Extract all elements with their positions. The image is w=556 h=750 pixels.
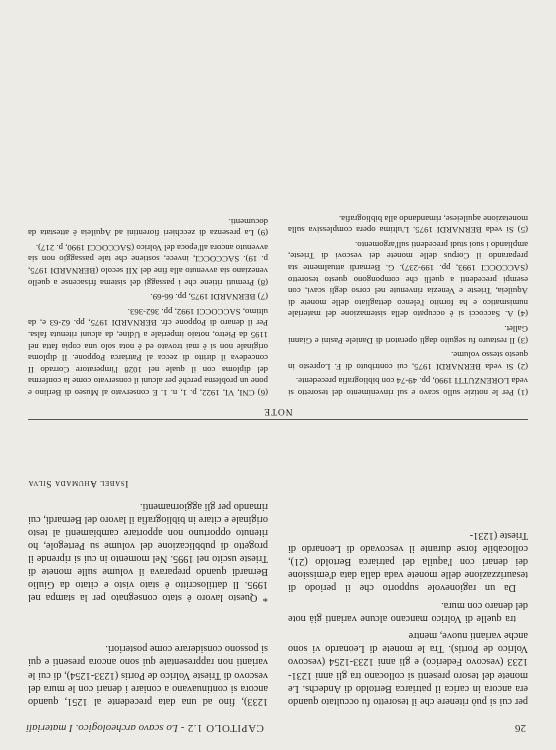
note-item: (1) Per le notizie sullo scavo e sul rinvenimento del tesoretto si veda LORENZUTTI 1990, pp. 49-74 con bibliografia precedente. [288, 376, 528, 398]
note-item: (2) Si veda BERNARDI 1975, cui contributo di F. Lopresto in questo stesso volume. [288, 350, 528, 372]
note-item: (5) Si veda BERNARDI 1975. L'ultima opera complessiva sulla monetazione aquileiese, rimandando alla bibliografia. [288, 213, 528, 236]
running-head [26, 722, 264, 734]
page-header [26, 716, 526, 734]
running-head-separator: - [178, 722, 188, 734]
note-item: (9) La presenza di zecchieri fiorentini ad Aquileia è attestata da documenti. [28, 216, 268, 239]
page-number: 26 [515, 722, 526, 734]
note-item: (4) A. Saccocci si è occupato della sistemazione del materiale numismatico e ha fornito l'elenco dettagliato delle monete di Aquileia, Trieste e Venezia rinvenute nel corso degli scavi, con esempi precedenti a quelli che compongono questo tesoretto (SACCOCCI 1993, pp. 199-237). G. Bernardi attualmente sta preparando il Corpus delle monete dei vescovi di Trieste, ampliando i suoi studi precedenti sull'argomento. [288, 239, 528, 320]
body-paragraph: tra quelle di Volrico mancano alcune varianti già note del denaro con mura. [288, 599, 528, 624]
body-column-right [28, 496, 268, 708]
chapter-subtitle: Lo scavo archeologico. I materiali [26, 722, 179, 734]
body-paragraph: Da un ragionevole supporto che il periodo di tesaurizzazione delle monete vada dalla data d'emissione dei denari con l'aquila del patriarca Bertoldo (21), collocabile forse durante il vescovado di Leonardo di Trieste (1231- [288, 529, 528, 594]
body-column-left [288, 524, 528, 708]
author-signature: Isabel Ahumada Silva [28, 478, 129, 488]
footnote-star: * [262, 591, 268, 604]
footnote-text: Questo lavoro è stato consegnato per la stampa nel 1995. Il dattiloscritto è stato visto e citato da Giulio Bernardi quando preparava il volume sulle monete di Trieste uscito nel 1995. Nel momento in cui si riprende il progetto di pubblicazione del volume su Pertegole, ho ritenuto opportuno non apportare cambiamenti al testo originale e citare in bibliografia il lavoro del Bernardi, cui rimando per gli aggiornamenti. [27, 500, 268, 603]
notes-column-left [288, 209, 528, 398]
note-item: (6) CNI, VI, 1922, p. 1, n. 1. E conservato al Museo di Berlino e pone un problema perché per alcuni il conservato come la conferma del diploma con il quale nel 1028 l'imperatore Corrado II concedeva il diritto di zecca al Patriarca Poppone. Il diploma originale non si è mai trovato ed è nota solo una copia fatta nel 1195 da Pietro, notaio imperiale a Udine, da alcuni ritenuta falsa. Per il denaro di Poppone cfr. BERNARDI 1975, pp. 62-63 e, da ultimo, SACCOCCI 1992, pp. 362-363. [28, 306, 268, 398]
note-item: (8) Premuti ritiene che i passaggi del sistema frisacense a quello veneziano sia avvenuto alla fine del XII secolo (BERNARDI 1975, p. 19). SACCOCCI, invece, sostiene che tale passaggio non sia avvenuto ancora all'epoca del Volrico (SACCOCCI 1990, p. 217). [28, 242, 268, 288]
notes-heading: NOTE [263, 406, 293, 416]
author-footnote [28, 500, 268, 604]
chapter-label: CAPITOLO 1.2 [187, 722, 264, 734]
notes-column-right [28, 212, 268, 398]
notes-divider [28, 419, 528, 420]
body-paragraph: 1233), fino ad una data precedente al 1251, quando ancora si continuavano a coniare i denari con le mura del vescovo di Trieste Volrico de Portis (1233-1254), di cui le varianti non rappresentate qui sono ancora presenti e qui si possono considerare come posteriori. [28, 643, 268, 707]
note-item: (7) BERNARDI 1975, pp. 66-69. [150, 292, 268, 303]
body-paragraph: per cui si può ritenere che il tesoretto fu occultato quando era ancora in carica il patriarca Bertoldo di Andechs. Le monete del tesoro presenti si collocano tra gli anni 1231-1233 (vescovo Federico) e gli anni 1233-1254 (vescovo Volrico de Portis). Tra le monete di Leonardo vi sono anche varianti nuove, mentre [288, 629, 528, 707]
note-item: (3) Il restauro fu seguito dagli operatori di Daniele Pasini e Gianni Gallet. [288, 324, 528, 346]
